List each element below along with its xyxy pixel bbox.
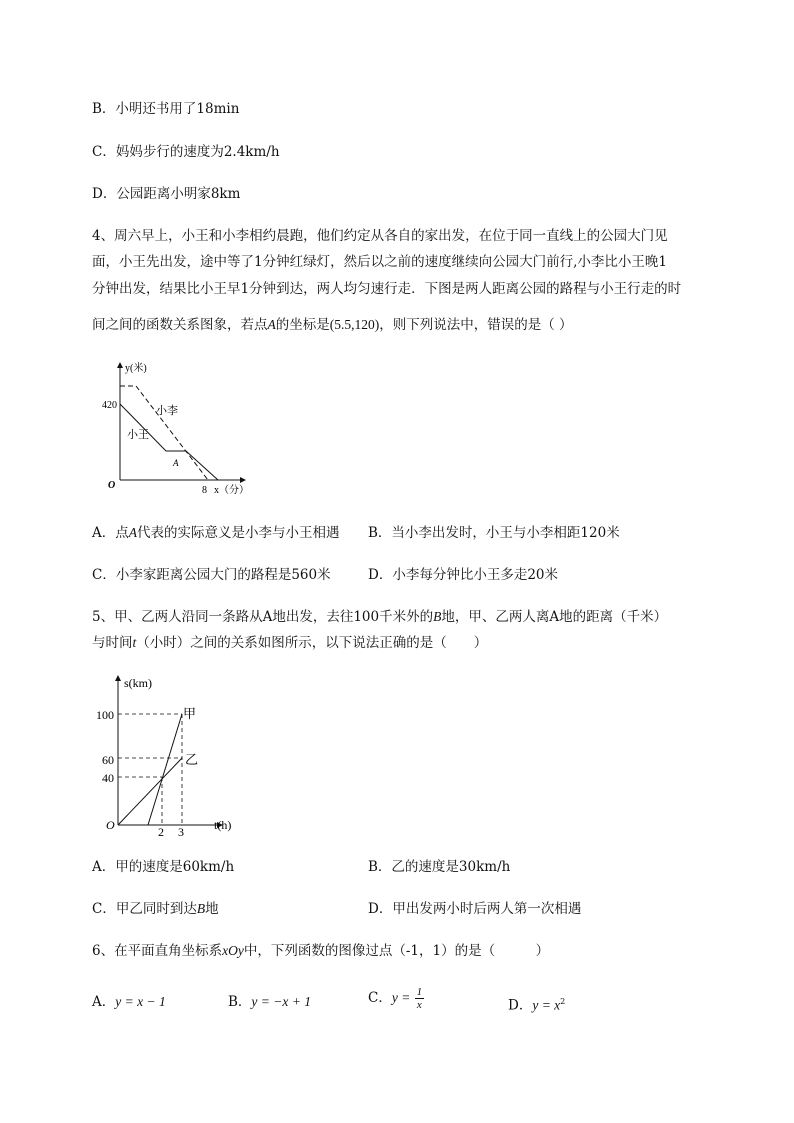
q4-option-b: B．当小李出发时，小王与小李相距120米: [368, 525, 620, 541]
q5-x-label: t(h): [214, 818, 232, 832]
q4-option-c: C．小李家距离公园大门的路程是560米: [92, 567, 331, 583]
q6-stem-text: 6、在平面直角坐标系: [92, 943, 223, 959]
q4-option-a: [92, 524, 340, 542]
q5-y-tick-40: 40: [102, 771, 114, 785]
q5-yi-line: [118, 758, 182, 825]
q6-fraction-denominator: x: [416, 999, 422, 1011]
q5-stem-line2: [92, 634, 487, 652]
q4-y-arrow: [117, 362, 123, 368]
q4-y-tick-420: 420: [102, 400, 117, 411]
q5-y-label: s(km): [124, 676, 152, 690]
q6-option-c-fraction: [415, 986, 425, 1011]
q6-option-d-expr: y = x: [532, 997, 561, 1013]
q6-option-a-expr: y = x − 1: [115, 994, 166, 1009]
q6-option-d: [508, 993, 565, 1015]
q5-label-yi: 乙: [185, 752, 199, 767]
q5-option-b: B．乙的速度是30km/h: [368, 859, 511, 875]
q6-option-d-exponent: 2: [560, 997, 566, 1006]
q5-option-a: A．甲的速度是60km/h: [92, 859, 235, 875]
q5-stem-text: （小时）之间的关系如图所示，以下说法正确的是（ ）: [136, 635, 488, 651]
q4-option-d: D．小李每分钟比小王多走20米: [368, 567, 559, 583]
q5-option-c-text: C．甲乙同时到达: [92, 901, 197, 917]
q6-stem: [92, 942, 549, 960]
q4-label-xiaowang: 小王: [127, 429, 149, 441]
q4-label-xiaoli: 小李: [156, 405, 178, 417]
q5-stem-line1: [92, 608, 667, 626]
q5-stem-text: 与时间: [92, 635, 133, 651]
q4-point-coordinate: (5.5,120): [329, 317, 380, 332]
q5-option-c-var: B: [196, 901, 206, 916]
q6-option-b-expr: y = −x + 1: [251, 994, 311, 1009]
q6-option-c-lhs: y =: [391, 990, 411, 1005]
q6-option-c-label: C．: [368, 990, 392, 1006]
q6-option-c: [368, 986, 424, 1011]
q5-x-tick-3: 3: [178, 825, 184, 839]
q4-y-label: y(米): [125, 363, 147, 374]
q5-stem-var-b: B: [433, 609, 442, 624]
q4-stem-line4: [92, 316, 573, 334]
q4-option-a-text: A．点: [92, 525, 129, 541]
q4-x-label: x（分）: [214, 485, 249, 496]
q4-graph: [100, 358, 260, 500]
q4-x-tick-8: 8: [202, 485, 207, 496]
q5-stem-text: 地，甲、乙两人离A地的距离（千米）: [441, 609, 668, 625]
q6-option-b: [228, 993, 311, 1011]
q4-point-var: A: [267, 317, 276, 332]
q4-stem-line2: 面，小王先出发，途中等了1分钟红绿灯，然后以之前的速度继续向公园大门前行,小李比小王晚1: [92, 254, 667, 270]
q4-stem-line3: 分钟出发，结果比小王早1分钟到达，两人均匀速行走．下图是两人距离公园的路程与小王行走的时: [92, 281, 682, 297]
q6-stem-text: 中，下列函数的图像过点（-1，1）的是（ ）: [243, 943, 550, 959]
q5-jia-line: [148, 714, 182, 825]
q5-stem-text: 5、甲、乙两人沿同一条路从A地出发，去往100千米外的: [92, 609, 434, 625]
q5-x-tick-2: 2: [158, 825, 164, 839]
q4-stem-text: ，则下列说法中，错误的是（ ）: [379, 317, 573, 333]
q5-y-tick-100: 100: [96, 708, 114, 722]
q5-option-c-text: 地: [205, 901, 219, 917]
q6-option-d-label: D．: [508, 997, 533, 1014]
q4-option-a-text: 代表的实际意义是小李与小王相遇: [137, 525, 340, 541]
q4-point-a-label: A: [173, 458, 179, 468]
q5-y-tick-60: 60: [102, 753, 114, 767]
q5-graph: [92, 672, 252, 840]
q4-origin-label: O: [108, 480, 116, 491]
q5-option-c: [92, 900, 219, 918]
q5-origin-label: O: [106, 818, 115, 832]
q5-label-jia: 甲: [183, 706, 197, 721]
q3-option-d: D．公园距离小明家8km: [92, 186, 241, 202]
q4-stem-text: 间之间的函数关系图象，若点: [92, 317, 268, 333]
q5-y-arrow: [115, 675, 121, 681]
q4-stem-line1: 4、周六早上，小王和小李相约晨跑，他们约定从各自的家出发，在位于同一直线上的公园大门见: [92, 228, 668, 244]
q4-x-arrow: [240, 477, 246, 483]
q6-option-a-label: A．: [92, 994, 116, 1010]
q4-option-a-var: A: [128, 525, 137, 540]
q6-option-a: [92, 993, 166, 1011]
q5-stem-var-t: t: [132, 635, 137, 650]
q5-option-d: D．甲出发两小时后两人第一次相遇: [368, 901, 582, 917]
q6-fraction-numerator: 1: [416, 986, 423, 998]
q6-stem-var: xOy: [222, 943, 244, 958]
q4-stem-text: 的坐标是: [275, 317, 330, 333]
q3-option-b: B．小明还书用了18min: [92, 101, 240, 117]
q3-option-c: C．妈妈步行的速度为2.4km/h: [92, 144, 280, 160]
q6-option-b-label: B．: [228, 994, 252, 1010]
